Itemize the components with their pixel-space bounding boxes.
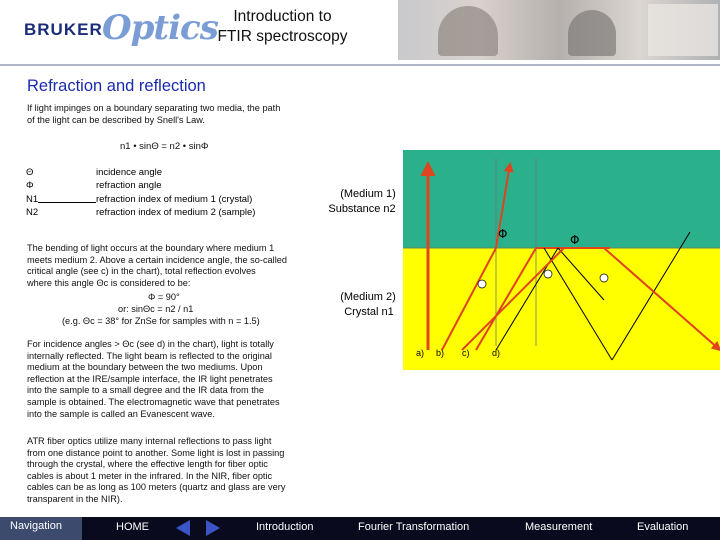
medium2-label-line2: Crystal n1 bbox=[344, 306, 394, 318]
logo-bruker: BRUKER bbox=[24, 20, 103, 39]
para-line: medium at the boundary between the two mediums. Upon bbox=[27, 362, 263, 373]
para-line: into the sample to a small degree and the IR data from the bbox=[27, 385, 264, 396]
bruker-optics-logo bbox=[22, 8, 218, 50]
photo-figure bbox=[568, 10, 616, 56]
nav-arrows bbox=[174, 519, 222, 537]
page-title-line2: FTIR spectroscopy bbox=[217, 28, 348, 45]
formula-example: (e.g. Θc = 38° for ZnSe for samples with n = 1.5) bbox=[62, 316, 260, 326]
theta-marker bbox=[600, 274, 608, 282]
ray-label: d) bbox=[492, 348, 501, 358]
nav-introduction-link[interactable]: Introduction bbox=[256, 521, 314, 533]
next-arrow-icon[interactable] bbox=[206, 520, 220, 536]
nav-fourier-link[interactable]: Fourier Transformation bbox=[358, 521, 470, 533]
incidence-paragraph bbox=[27, 339, 307, 420]
label-area bbox=[312, 150, 403, 370]
para-line: For incidence angles > Θc (see d) in the chart), light is totally bbox=[27, 339, 274, 349]
medium1-label-line2: Substance n2 bbox=[328, 203, 396, 215]
page-title bbox=[200, 7, 365, 47]
para-line: internally reflected. The light beam is reflected to the original bbox=[27, 350, 272, 361]
intro-line: of the light can be described by Snell's Law. bbox=[27, 114, 205, 125]
refraction-diagram bbox=[312, 150, 720, 370]
legend-definition: refraction index of medium 1 (crystal) bbox=[96, 194, 253, 205]
photo-figure bbox=[438, 6, 498, 56]
para-line: ATR fiber optics utilize many internal reflections to pass light bbox=[27, 436, 272, 446]
para-line: transparent in the NIR). bbox=[27, 493, 123, 504]
ray-label: b) bbox=[436, 348, 445, 358]
nav-measurement-link[interactable]: Measurement bbox=[525, 521, 593, 533]
atr-paragraph bbox=[27, 436, 307, 506]
nav-evaluation-link[interactable]: Evaluation bbox=[637, 521, 689, 533]
bending-paragraph bbox=[27, 243, 307, 289]
phi-label: Φ bbox=[498, 227, 508, 241]
legend-definition: refraction angle bbox=[96, 180, 162, 191]
logo-optics: Optics bbox=[102, 8, 218, 48]
intro-line: If light impinges on a boundary separating two media, the path bbox=[27, 103, 281, 113]
para-line: reflection at the IRE/sample interface, the IR light penetrates bbox=[27, 373, 273, 384]
snell-law: n1 • sinΘ = n2 • sinΦ bbox=[120, 141, 209, 152]
prev-arrow-icon[interactable] bbox=[176, 520, 190, 536]
photo-figure bbox=[648, 4, 718, 56]
page-title-line1: Introduction to bbox=[233, 8, 332, 25]
intro-text bbox=[27, 103, 312, 126]
nav-home-link[interactable]: HOME bbox=[116, 521, 149, 533]
legend-definition: incidence angle bbox=[96, 167, 163, 178]
para-line: where this angle Θc is considered to be: bbox=[27, 277, 191, 288]
medium1-label-line1: (Medium 1) bbox=[340, 188, 396, 200]
header-divider bbox=[0, 64, 720, 66]
para-line: through the crystal, where the effective length for fiber optic bbox=[27, 459, 268, 470]
ray-label: a) bbox=[416, 348, 425, 358]
medium2-label-line1: (Medium 2) bbox=[340, 291, 396, 303]
para-line: from one distance point to another. Some light is lost in passing bbox=[27, 447, 285, 458]
para-line: sample is obtained. The electromagnetic wave that penetrates bbox=[27, 396, 280, 407]
medium1-region bbox=[403, 150, 720, 248]
para-line: The bending of light occurs at the boundary where medium 1 bbox=[27, 243, 275, 253]
para-line: into the sample is called an Evanescent wave. bbox=[27, 408, 215, 419]
formula-sin-critical: or: sinΘc = n2 / n1 bbox=[118, 304, 194, 314]
ray-label: c) bbox=[462, 348, 470, 358]
para-line: critical angle (see c) in the chart), total reflection evolves bbox=[27, 266, 256, 277]
theta-marker bbox=[544, 270, 552, 278]
para-line: meets medium 2. Above a certain incidence angle, the so-called bbox=[27, 254, 287, 265]
header bbox=[0, 0, 720, 62]
legend-definition: refraction index of medium 2 (sample) bbox=[96, 207, 256, 218]
phi-label: Φ bbox=[570, 233, 580, 247]
legend-symbol: N2 bbox=[26, 207, 39, 218]
legend-symbol: Θ bbox=[26, 167, 34, 178]
formula-phi: Φ = 90° bbox=[148, 292, 180, 302]
para-line: cables can be as long as 100 meters (quartz and glass are very bbox=[27, 482, 286, 493]
theta-marker bbox=[478, 280, 486, 288]
para-line: cables is about 1 meter in the infrared. In the NIR, fiber optic bbox=[27, 470, 273, 481]
navigation-label: Navigation bbox=[10, 520, 62, 532]
header-photo bbox=[398, 0, 720, 60]
legend-leader-line bbox=[38, 202, 96, 203]
legend-symbol: Φ bbox=[26, 180, 34, 191]
legend-symbol: N1 bbox=[26, 194, 39, 205]
section-title: Refraction and reflection bbox=[27, 77, 206, 95]
